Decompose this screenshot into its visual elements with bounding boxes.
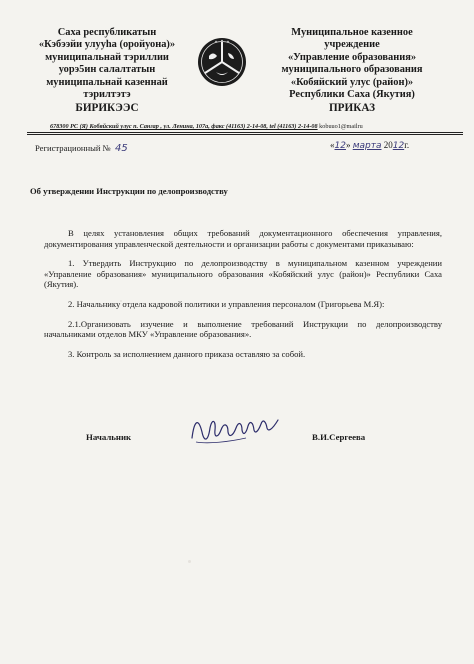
- date-quote-close: »: [345, 140, 351, 150]
- address-text: 678300 РС (Я) Кобяйский улус п. Сангар , ул. Ленина, 107а, факс (41163) 2-14-08, tel (41163) 2-14-08: [50, 123, 318, 130]
- order-paragraph: В целях установления общих требований документационного обеспечения управления, документирования управленческой деятельности и организации работы с документами приказываю:: [44, 228, 442, 249]
- registration-label: Регистрационный №: [35, 143, 111, 153]
- order-date: [330, 140, 409, 151]
- registration-value: 45: [114, 143, 128, 154]
- order-body: [44, 228, 442, 368]
- handwritten-signature: [188, 408, 288, 452]
- order-paragraph: 1. Утвердить Инструкцию по делопроизводству в муниципальном казенном учреждении «Управление образования» муниципального образования «Кобяйский улус (район)» Республики Саха (Якутия).: [44, 258, 442, 290]
- emblem-icon: [196, 36, 248, 88]
- order-subject: Об утверждении Инструкции по делопроизводству: [30, 186, 228, 196]
- header-right-line: «Управление образования»: [287, 51, 417, 63]
- header-right-line: учреждение: [324, 39, 380, 51]
- date-year-prefix: 20: [383, 140, 393, 150]
- paper-speck: [188, 560, 191, 563]
- registration-number: [35, 143, 128, 154]
- header-left-title: БИРИКЭЭС: [75, 102, 139, 115]
- date-quote-open: «: [330, 140, 335, 150]
- header-right-line: Республики Саха (Якутия): [289, 89, 415, 101]
- order-paragraph: 2.1.Организовать изучение и выполнение требований Инструкции по делопроизводству начальниками отделов МКУ «Управление образования».: [44, 318, 442, 340]
- email-text: kobuuo1@mailru: [319, 123, 363, 130]
- signer-title: Начальник: [86, 432, 132, 442]
- header-left-line: Саха республикатын: [57, 27, 157, 38]
- order-paragraph: 2. Начальнику отдела кадровой политики и управления персоналом (Григорьева М.Я):: [68, 298, 385, 309]
- header-right-line: «Кобяйский улус (район)»: [290, 76, 414, 88]
- header-right-line: муниципального образования: [281, 64, 423, 76]
- header-right-title: ПРИКАЗ: [328, 102, 376, 115]
- date-year-unit: г.: [404, 140, 410, 150]
- header-left-line: уорэ5ин салалтатын: [58, 64, 156, 76]
- date-year-suffix: 12: [392, 141, 405, 151]
- date-day: 12: [334, 141, 346, 151]
- header-right-line: Муниципальное казенное: [291, 27, 413, 38]
- signer-name: В.И.Сергеева: [312, 432, 366, 442]
- date-month: марта: [352, 141, 382, 151]
- order-paragraph: 3. Контроль за исполнением данного приказа оставляю за собой.: [68, 348, 306, 359]
- header-right: [262, 27, 442, 115]
- address-line: [50, 123, 462, 131]
- header-left-line: «Кэбээйи улууһа (оройуона)»: [38, 39, 176, 51]
- header-left-line: муниципальнай казеннай: [46, 76, 168, 88]
- header-left: [28, 27, 186, 115]
- header-divider: [27, 132, 463, 133]
- header-left-line: тэрилтэтэ: [83, 89, 131, 101]
- header-divider-second: [27, 134, 463, 135]
- header-left-line: муниципальнай тэриллии: [45, 51, 169, 63]
